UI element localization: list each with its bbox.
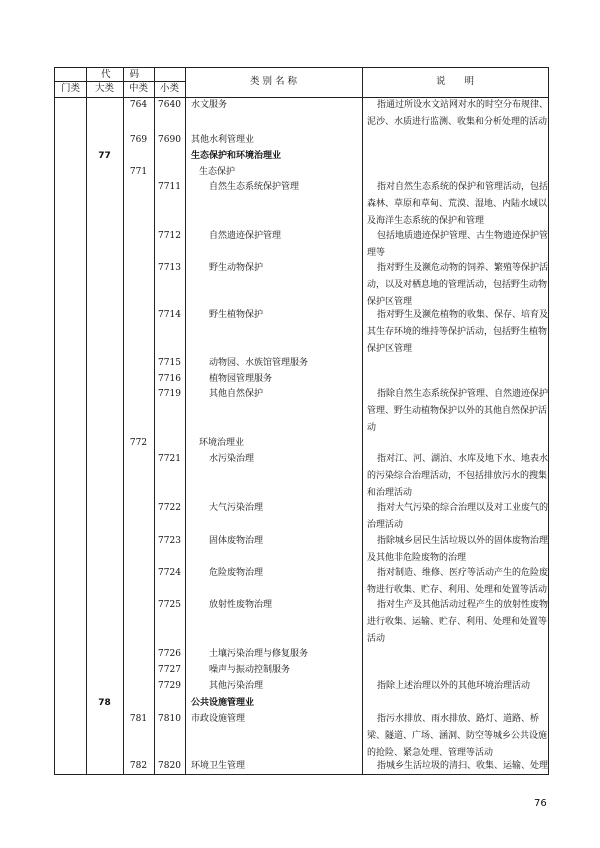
category-name: 野生动物保护 <box>209 263 264 273</box>
category-name: 市政设施管理 <box>191 714 246 724</box>
category-name: 野生植物保护 <box>209 310 264 320</box>
minor-code: 7723 <box>158 536 181 546</box>
minor-code: 7716 <box>158 374 181 384</box>
minor-code: 7820 <box>158 761 181 771</box>
col-divider <box>185 68 186 774</box>
major-code: 77 <box>98 151 111 161</box>
classification-table <box>54 67 549 775</box>
header-name: 类 别 名 称 <box>249 76 298 87</box>
category-description: 指对制造、维修、医疗等活动产生的危险废物进行收集、贮存、利用、处理和处置等活动 <box>367 568 549 595</box>
minor-code: 7715 <box>158 358 181 368</box>
minor-code: 7721 <box>158 454 181 464</box>
minor-code: 7690 <box>158 135 181 145</box>
medium-code: 771 <box>129 167 148 177</box>
category-name: 放射性废物治理 <box>209 600 273 610</box>
category-name: 其他水利管理业 <box>191 135 255 145</box>
category-name: 植物园管理服务 <box>209 374 273 384</box>
category-name: 自然遗迹保护管理 <box>209 231 282 241</box>
category-description: 指污水排放、雨水排放、路灯、道路、桥梁、隧道、广场、涵洞、防空等城乡公共设施的抢险、紧急处理、管理等活动 <box>367 714 548 758</box>
category-name: 噪声与振动控制服务 <box>209 665 291 675</box>
minor-code: 7713 <box>158 263 181 273</box>
category-description: 指除自然生态系统保护管理、自然遗迹保护管理、野生动植物保护以外的其他自然保护活动 <box>367 389 549 433</box>
minor-code: 7725 <box>158 600 181 610</box>
category-name: 生态保护和环境治理业 <box>191 151 282 161</box>
minor-code: 7640 <box>158 100 181 110</box>
category-description: 指城乡生活垃圾的清扫、收集、运输、处理 <box>377 761 549 771</box>
minor-code: 7726 <box>158 649 181 659</box>
minor-code: 7719 <box>158 389 181 399</box>
category-name: 公共设施管理业 <box>191 698 255 708</box>
category-description: 指对江、河、湖泊、水库及地下水、地表水的污染综合治理活动，不包括排放污水的搜集和治理活动 <box>367 454 549 498</box>
category-name: 其他自然保护 <box>209 389 264 399</box>
minor-code: 7714 <box>158 310 181 320</box>
medium-code: 764 <box>129 100 148 110</box>
major-code: 78 <box>98 698 111 708</box>
minor-code: 7711 <box>158 182 181 192</box>
category-name: 其他污染治理 <box>209 681 264 691</box>
header-door: 门类 <box>60 83 80 94</box>
category-name: 土壤污染治理与修复服务 <box>209 649 309 659</box>
header-code: 代 码 <box>100 69 139 80</box>
minor-code: 7729 <box>158 681 181 691</box>
minor-code: 7727 <box>158 665 181 675</box>
category-description: 指对大气污染的综合治理以及对工业废气的治理活动 <box>367 503 549 530</box>
minor-code: 7810 <box>158 714 181 724</box>
header-minor: 小类 <box>159 83 179 94</box>
header-medium: 中类 <box>128 83 148 94</box>
category-name: 自然生态系统保护管理 <box>209 182 300 192</box>
page-number: 76 <box>534 798 547 809</box>
category-description: 指对野生及濒危动物的饲养、繁殖等保护活动，以及对栖息地的管理活动，包括野生动物保护区管理 <box>367 263 549 307</box>
category-description: 指通过所设水文站网对水的时空分布规律、泥沙、水质进行监测、收集和分析处理的活动 <box>367 100 549 127</box>
category-name: 水文服务 <box>191 100 228 110</box>
category-name: 动物园、水族馆管理服务 <box>209 358 309 368</box>
category-description: 指对自然生态系统的保护和管理活动，包括森林、草原和草甸、荒漠、湿地、内陆水域以及海洋生态系统的保护和管理 <box>367 182 549 226</box>
category-description: 包括地质遗迹保护管理、古生物遗迹保护管理等 <box>367 231 549 258</box>
minor-code: 7712 <box>158 231 181 241</box>
medium-code: 772 <box>129 438 148 448</box>
medium-code: 782 <box>129 761 148 771</box>
category-description: 指除上述治理以外的其他环境治理活动 <box>377 681 531 691</box>
category-name: 环境治理业 <box>199 438 245 448</box>
minor-code: 7722 <box>158 503 181 513</box>
category-description: 指除城乡居民生活垃圾以外的固体废物治理及其他非危险废物的治理 <box>367 536 549 563</box>
category-description: 指对野生及濒危植物的收集、保存、培育及其生存环境的维持等保护活动，包括野生植物保护区管理 <box>367 310 549 354</box>
medium-code: 769 <box>129 135 148 145</box>
category-description: 指对生产及其他活动过程产生的放射性废物进行收集、运输、贮存、利用、处理和处置等活动 <box>367 600 549 644</box>
medium-code: 781 <box>129 714 148 724</box>
col-divider <box>362 68 363 774</box>
category-name: 生态保护 <box>199 167 236 177</box>
category-name: 环境卫生管理 <box>191 761 246 771</box>
category-name: 大气污染治理 <box>209 503 264 513</box>
header-desc: 说 明 <box>435 76 474 87</box>
header-major: 大类 <box>94 83 114 94</box>
category-name: 危险废物治理 <box>209 568 264 578</box>
category-name: 水污染治理 <box>209 454 255 464</box>
minor-code: 7724 <box>158 568 181 578</box>
col-divider <box>86 68 87 774</box>
category-name: 固体废物治理 <box>209 536 264 546</box>
